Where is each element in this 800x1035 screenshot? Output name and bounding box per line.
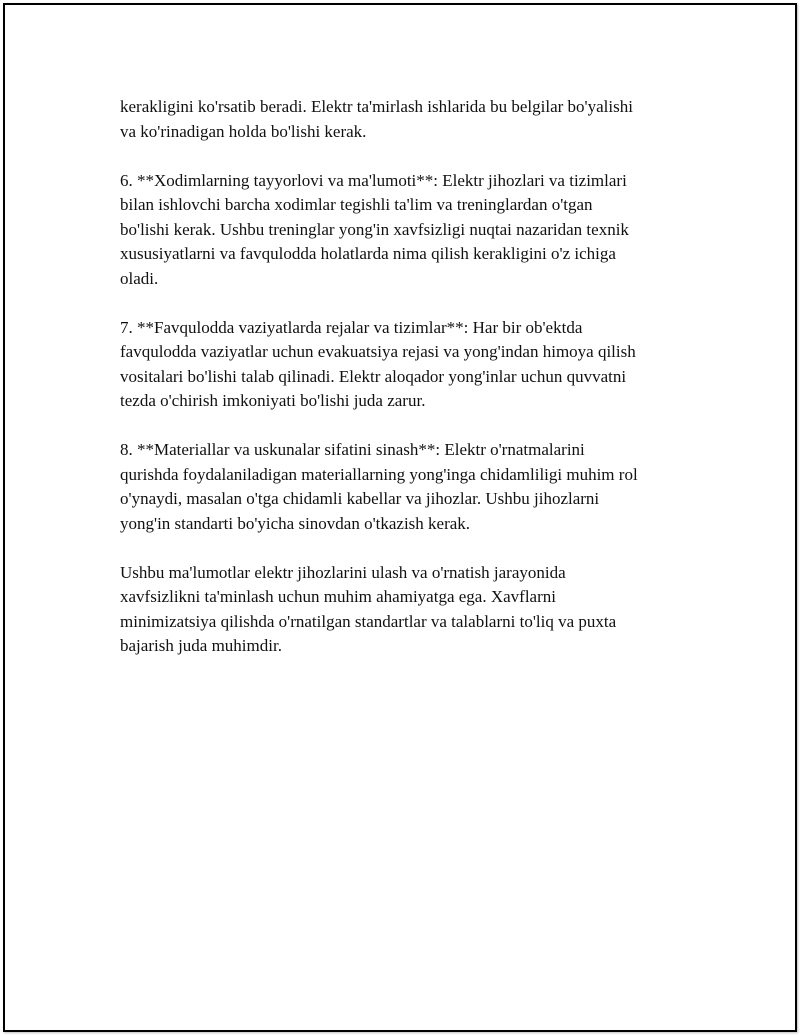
- document-page: [3, 3, 797, 1032]
- paragraph-item-7: 7. **Favqulodda vaziyatlarda rejalar va tizimlar**: Har bir ob'ektda favqulodda vaziyatlar uchun evakuatsiya rejasi va yong'indan himoya qilish vositalari bo'lishi talab qilinadi. Elektr aloqador yong'inlar uchun quvvatni tezda o'chirish imkoniyati bo'lishi juda zarur.: [120, 317, 636, 410]
- paragraph-item-6: 6. **Xodimlarning tayyorlovi va ma'lumoti**: Elektr jihozlari va tizimlari bilan ishlovchi barcha xodimlar tegishli ta'lim va treninglardan o'tgan bo'lishi kerak. Ushbu treninglar yong'in xavfsizligi nuqtai nazaridan texnik xususiyatlarni va favqulodda holatlarda nima qilish kerakligini o'z ichiga oladi.: [120, 170, 629, 288]
- paragraph-continuation: kerakligini ko'rsatib beradi. Elektr ta'mirlash ishlarida bu belgilar bo'yalishi va ko'rinadigan holda bo'lishi kerak.: [120, 97, 633, 141]
- paragraph-item-8: 8. **Materiallar va uskunalar sifatini sinash**: Elektr o'rnatmalarini qurishda foydalaniladigan materiallarning yong'inga chidamliligi muhim rol o'ynaydi, masalan o'tga chidamli kabellar va jihozlar. Ushbu jihozlarni yong'in standarti bo'yicha sinovdan o'tkazish kerak.: [120, 440, 638, 533]
- document-body: [120, 95, 695, 683]
- paragraph-conclusion: Ushbu ma'lumotlar elektr jihozlarini ulash va o'rnatish jarayonida xavfsizlikni ta'minlash uchun muhim ahamiyatga ega. Xavflarni minimizatsiya qilishda o'rnatilgan standartlar va talablarni to'liq va puxta bajarish juda muhimdir.: [120, 562, 617, 655]
